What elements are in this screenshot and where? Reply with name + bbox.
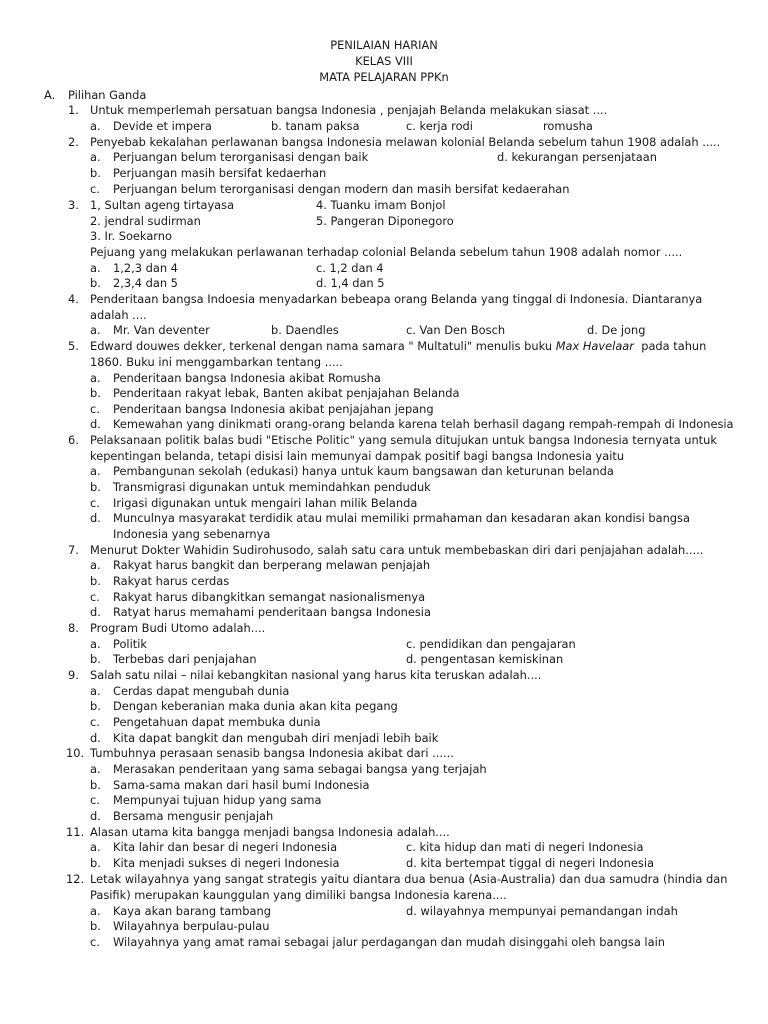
question-text [90,338,706,354]
option-text: Pembangunan sekolah (edukasi) hanya untuk kaum bangsawan dan keturunan belanda [113,464,614,478]
option-label: a. [90,684,101,698]
option-label: b. [90,480,101,494]
option-text: Sama-sama makan dari hasil bumi Indonesia [113,778,370,792]
question-text: Penyebab kekalahan perlawanan bangsa Indonesia melawan kolonial Belanda sebelum tahun 1908 adalah ..... [90,135,721,149]
option-label: d. [90,511,101,525]
question-text: Alasan utama kita bangga menjadi bangsa Indonesia adalah.... [90,825,450,839]
option-text: Penderitaan bangsa Indonesia akibat Romusha [113,371,381,385]
option-text: Rakyat harus bangkit dan berperang melawan penjajah [113,558,431,572]
question-text: Tumbuhnya perasaan senasib bangsa Indonesia akibat dari ...... [90,746,454,760]
list-item: 2. jendral sudirman [90,214,201,228]
question-number: 11. [66,825,85,839]
option-text: Cerdas dapat mengubah dunia [113,684,290,698]
option-label: c. [90,496,100,510]
option-text: 1,2,3 dan 4 [113,261,178,275]
list-item: 5. Pangeran Diponegoro [316,214,454,228]
option-text: c. kita hidup dan mati di negeri Indonesia [406,840,644,854]
option-text: d. kita bertempat tiggal di negeri Indonesia [406,856,654,870]
subject-label: MATA PELAJARAN PPKn [319,70,449,84]
question-text-continued: 1860. Buku ini menggambarkan tentang ..... [90,355,343,369]
question-text: Untuk memperlemah persatuan bangsa Indonesia , penjajah Belanda melakukan siasat .... [90,103,608,117]
option-label: c. [90,715,100,729]
question-text: Program Budi Utomo adalah.... [90,621,266,635]
option-text: Merasakan penderitaan yang sama sebagai bangsa yang terjajah [113,762,487,776]
option-label: a. [90,464,101,478]
option-text: Kita lahir dan besar di negeri Indonesia [113,840,338,854]
option-text: Munculnya masyarakat terdidik atau mulai memiliki prmahaman dan kesadaran akan kondisi bangsa [113,511,690,525]
option-label: a. [90,637,101,651]
question-number: 12. [66,872,85,886]
question-text-continued: adalah .... [90,308,147,322]
question-number: 1. [68,103,79,117]
option-label: b. [90,386,101,400]
option-text: Perjuangan belum terorganisasi dengan baik [113,150,369,164]
option-text: c. Van Den Bosch [406,323,506,337]
option-label: a. [90,371,101,385]
question-number: 9. [68,668,79,682]
option-label: b. [90,856,101,870]
option-text: Wilayahnya yang amat ramai sebagai jalur perdagangan dan mudah disinggahi oleh bangsa lain [113,935,665,949]
option-label: c. [90,402,100,416]
option-text: Pengetahuan dapat membuka dunia [113,715,321,729]
option-label: b. [90,276,101,290]
question-text: Penderitaan bangsa Indoesia menyadarkan bebeapa orang Belanda yang tinggal di Indonesia. Diantaranya [90,292,703,306]
option-text: Ratyat harus memahami penderitaan bangsa Indonesia [113,605,431,619]
question-text-continued: Pasifik) merupakan kaunggulan yang dimiliki bangsa Indonesia karena.... [90,888,507,902]
question-number: 6. [68,433,79,447]
question-text: Salah satu nilai – nilai kebangkitan nasional yang harus kita teruskan adalah.... [90,668,542,682]
question-text: Menurut Dokter Wahidin Sudirohusodo, salah satu cara untuk membebaskan diri dari penjajahan adalah..... [90,543,704,557]
option-text: d. De jong [587,323,646,337]
option-text: 2,3,4 dan 5 [113,276,178,290]
question-number: 5. [68,339,79,353]
option-text: Penderitaan rakyat lebak, Banten akibat penjajahan Belanda [113,386,460,400]
question-number: 4. [68,292,79,306]
option-text: Irigasi digunakan untuk mengairi lahan milik Belanda [113,496,418,510]
question-text-continued: kepentingan belanda, tetapi disisi lain memunyai dampak positif bagi bangsa Indonesia yaitu [90,449,625,463]
option-label: b. [90,574,101,588]
option-text: Perjuangan belum terorganisasi dengan modern dan masih bersifat kedaerahan [113,182,570,196]
question-number: 3. [68,198,79,212]
grade-label: KELAS VIII [355,54,413,68]
option-label: c. [90,590,100,604]
option-text: Mempunyai tujuan hidup yang sama [113,793,322,807]
option-text: b. tanam paksa [271,119,360,133]
option-text: Terbebas dari penjajahan [113,652,257,666]
option-label: a. [90,762,101,776]
question-number: 8. [68,621,79,635]
option-text: Penderitaan bangsa Indonesia akibat penjajahan jepang [113,402,434,416]
question-text: Letak wilayahnya yang sangat strategis yaitu diantara dua benua (Asia-Australia) dan dua samudra (hindia dan [90,872,728,886]
list-item: 1, Sultan ageng tirtayasa [90,198,235,212]
option-label: a. [90,119,101,133]
section-letter: A. [44,88,56,102]
question-text: Pejuang yang melakukan perlawanan terhadap colonial Belanda sebelum tahun 1908 adalah nomor ..... [90,245,683,259]
option-label: d. [90,605,101,619]
option-text: Kita menjadi sukses di negeri Indonesia [113,856,340,870]
option-text: Mr. Van deventer [113,323,210,337]
question-number: 10. [66,746,85,760]
option-label: c. [90,793,100,807]
option-text: Transmigrasi digunakan untuk memindahkan penduduk [113,480,431,494]
document-title: PENILAIAN HARIAN [330,38,438,52]
option-text: Kaya akan barang tambang [113,904,271,918]
option-text: c. 1,2 dan 4 [316,261,384,275]
option-label: b. [90,166,101,180]
option-text: Rakyat harus cerdas [113,574,230,588]
list-item: 4. Tuanku imam Bonjol [316,198,446,212]
option-label: b. [90,919,101,933]
option-text: b. Daendles [271,323,339,337]
option-label: c. [90,182,100,196]
option-text: c. kerja rodi [406,119,473,133]
option-label: a. [90,558,101,572]
option-text: c. pendidikan dan pengajaran [406,637,576,651]
option-text: d. pengentasan kemiskinan [406,652,564,666]
option-label: b. [90,699,101,713]
option-label: d. [90,809,101,823]
list-item: 3. Ir. Soekarno [90,229,172,243]
option-label: d. [90,417,101,431]
option-text: Politik [113,637,147,651]
option-text: Bersama mengusir penjajah [113,809,274,823]
question-number: 2. [68,135,79,149]
option-text: d. 1,4 dan 5 [316,276,385,290]
question-text-part: Edward douwes dekker, terkenal dengan nama samara " Multatuli" menulis buku [90,339,556,353]
option-label: c. [90,935,100,949]
option-text: Kita dapat bangkit dan mengubah diri menjadi lebih baik [113,731,439,745]
question-number: 7. [68,543,79,557]
question-text-part: pada tahun [633,339,707,353]
option-label: a. [90,904,101,918]
option-text: Wilayahnya berpulau-pulau [113,919,270,933]
option-text: Rakyat harus dibangkitkan semangat nasionalismenya [113,590,426,604]
option-text: Dengan keberanian maka dunia akan kita pegang [113,699,398,713]
book-title: Max Havelaar [555,339,634,353]
option-text: Perjuangan masih bersifat kedaerhan [113,166,327,180]
option-text: romusha [543,119,593,133]
option-label: b. [90,778,101,792]
option-text: d. kekurangan persenjataan [497,150,657,164]
question-text: Pelaksanaan politik balas budi "Etische Politic" yang semula ditujukan untuk bangsa Indonesia ternyata untuk [90,433,717,447]
option-text: d. wilayahnya mempunyai pemandangan indah [406,904,678,918]
option-text-continued: Indonesia yang sebenarnya [113,527,271,541]
option-label: a. [90,840,101,854]
option-label: d. [90,731,101,745]
option-label: b. [90,652,101,666]
option-text: Kemewahan yang dinikmati orang-orang belanda karena telah berhasil dagang rempah-rempah di Indonesia [113,417,734,431]
option-text: Devide et impera [113,119,212,133]
option-label: a. [90,150,101,164]
option-label: a. [90,261,101,275]
section-title: Pilihan Ganda [68,88,147,102]
option-label: a. [90,323,101,337]
